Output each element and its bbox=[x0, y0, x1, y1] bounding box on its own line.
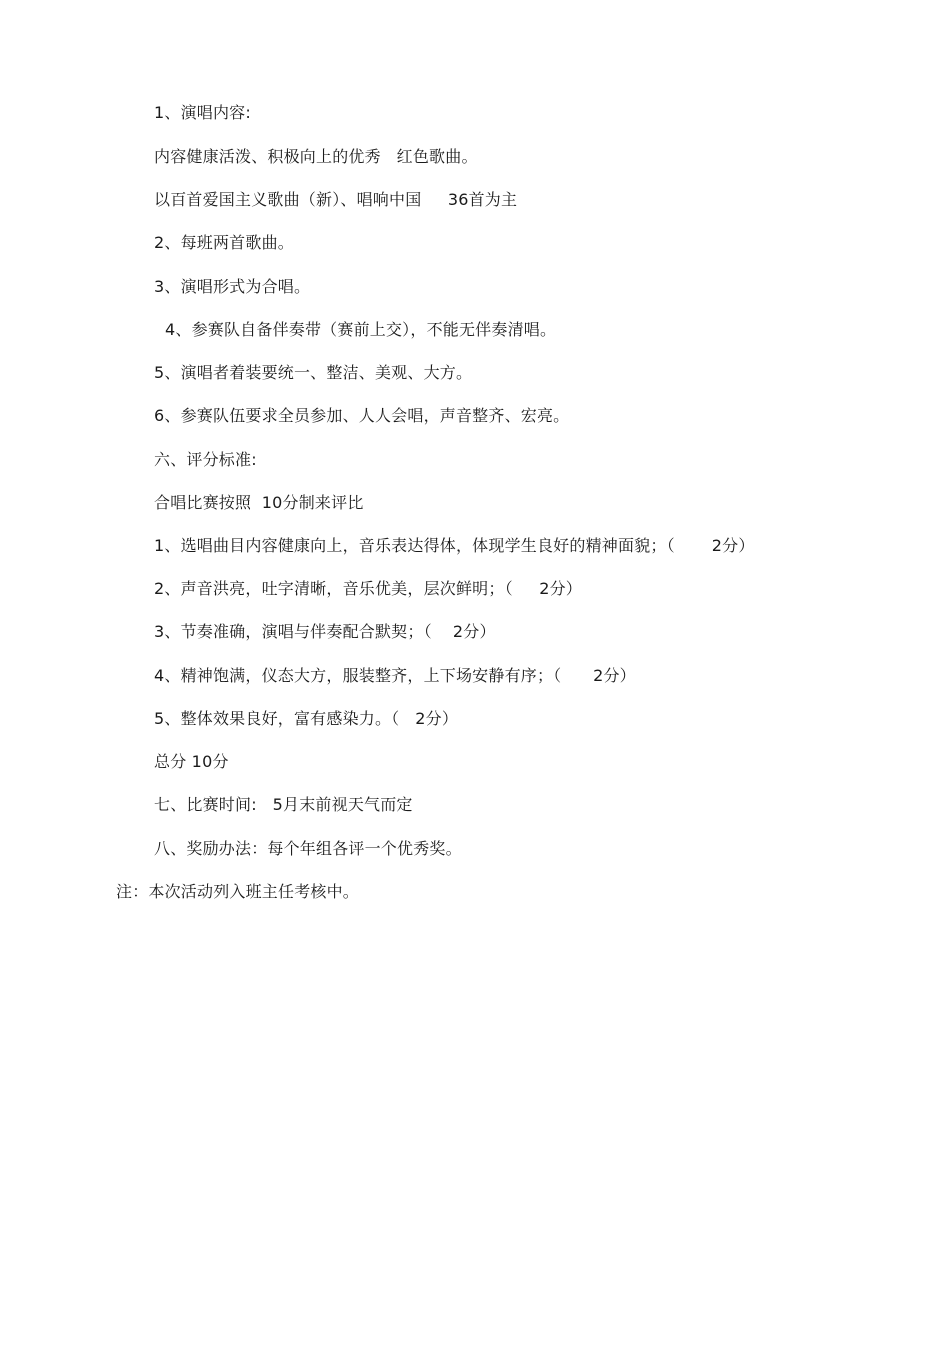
item-full-participation: 6、参赛队伍要求全员参加、人人会唱，声音整齐、宏亮。 bbox=[154, 406, 570, 425]
scoring-criterion-3: 3、节奏准确，演唱与伴奏配合默契；（ 2分） bbox=[154, 622, 496, 641]
scoring-system-description: 合唱比赛按照 10分制来评比 bbox=[154, 493, 364, 512]
total-score: 总分 10分 bbox=[154, 752, 229, 771]
content-description: 内容健康活泼、积极向上的优秀 红色歌曲。 bbox=[154, 147, 478, 166]
scoring-criterion-5: 5、整体效果良好，富有感染力。（ 2分） bbox=[154, 709, 459, 728]
item-singing-content-heading: 1、演唱内容: bbox=[154, 103, 251, 122]
scoring-criterion-2: 2、声音洪亮，吐字清晰，音乐优美，层次鲜明；（ 2分） bbox=[154, 579, 582, 598]
section-scoring-heading: 六、评分标准: bbox=[154, 450, 257, 469]
item-two-songs: 2、每班两首歌曲。 bbox=[154, 233, 294, 252]
scoring-criterion-4: 4、精神饱满，仪态大方，服装整齐，上下场安静有序；（ 2分） bbox=[154, 666, 636, 685]
song-source-description: 以百首爱国主义歌曲（新）、唱响中国 36首为主 bbox=[154, 190, 518, 209]
item-accompaniment: 4、参赛队自备伴奏带（赛前上交），不能无伴奏清唱。 bbox=[165, 320, 557, 339]
section-competition-time: 七、比赛时间: 5月末前视天气而定 bbox=[154, 795, 413, 814]
item-chorus-form: 3、演唱形式为合唱。 bbox=[154, 277, 311, 296]
item-dress-code: 5、演唱者着装要统一、整洁、美观、大方。 bbox=[154, 363, 473, 382]
scoring-criterion-1: 1、选唱曲目内容健康向上，音乐表达得体，体现学生良好的精神面貌；（ 2分） bbox=[154, 536, 755, 555]
section-awards: 八、奖励办法：每个年组各评一个优秀奖。 bbox=[154, 839, 462, 858]
note-assessment: 注：本次活动列入班主任考核中。 bbox=[116, 882, 360, 901]
